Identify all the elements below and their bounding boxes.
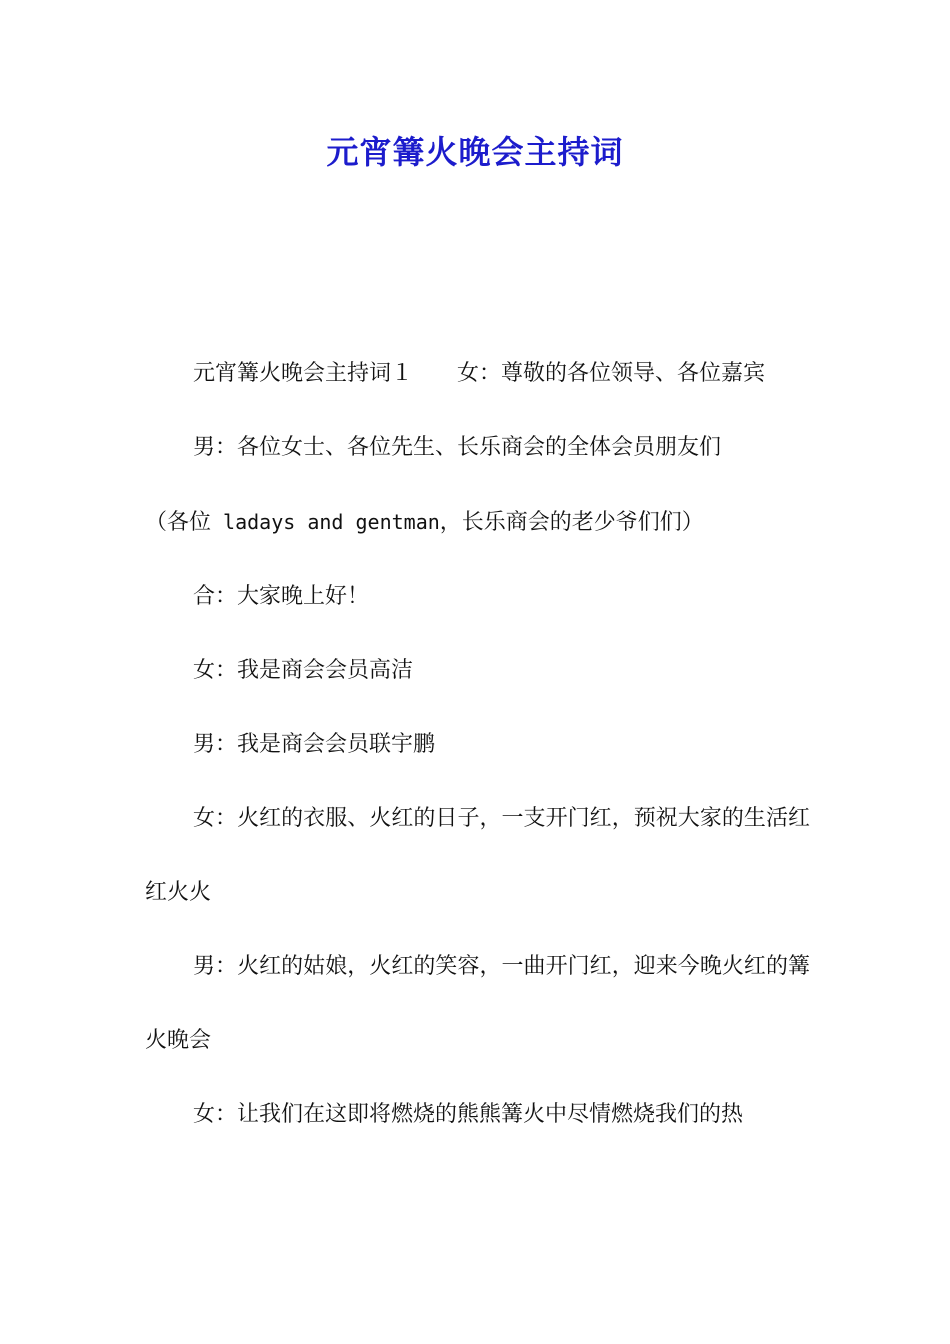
paren-rest-text: ，长乐商会的老少爷们们）: [439, 510, 704, 535]
paragraph-female-bonfire: 女：让我们在这即将燃烧的熊熊篝火中尽情燃烧我们的热: [193, 1102, 744, 1127]
paren-open-text: （各位: [145, 510, 212, 535]
paragraph-female-intro: 女：我是商会会员高洁: [193, 658, 414, 683]
document-title: 元宵篝火晚会主持词: [326, 133, 624, 171]
paragraph-female-red: 女：火红的衣服、火红的日子，一支开门红，预祝大家的生活红红火火: [145, 806, 810, 905]
paragraph-male-greeting: 男：各位女士、各位先生、长乐商会的全体会员朋友们: [193, 435, 722, 460]
paren-latin-text: ladays and gentman: [211, 510, 440, 534]
paragraph-male-intro: 男：我是商会会员联宇鹏: [193, 732, 436, 757]
paragraph-male-red: 男：火红的姑娘，火红的笑容，一曲开门红，迎来今晚火红的篝火晚会: [145, 954, 810, 1053]
paragraph-parenthetical: [145, 485, 810, 560]
paragraph-together: 合：大家晚上好！: [193, 584, 370, 609]
document-body: [145, 337, 810, 1152]
paragraph-opening: 元宵篝火晚会主持词１ 女：尊敬的各位领导、各位嘉宾: [193, 361, 766, 386]
